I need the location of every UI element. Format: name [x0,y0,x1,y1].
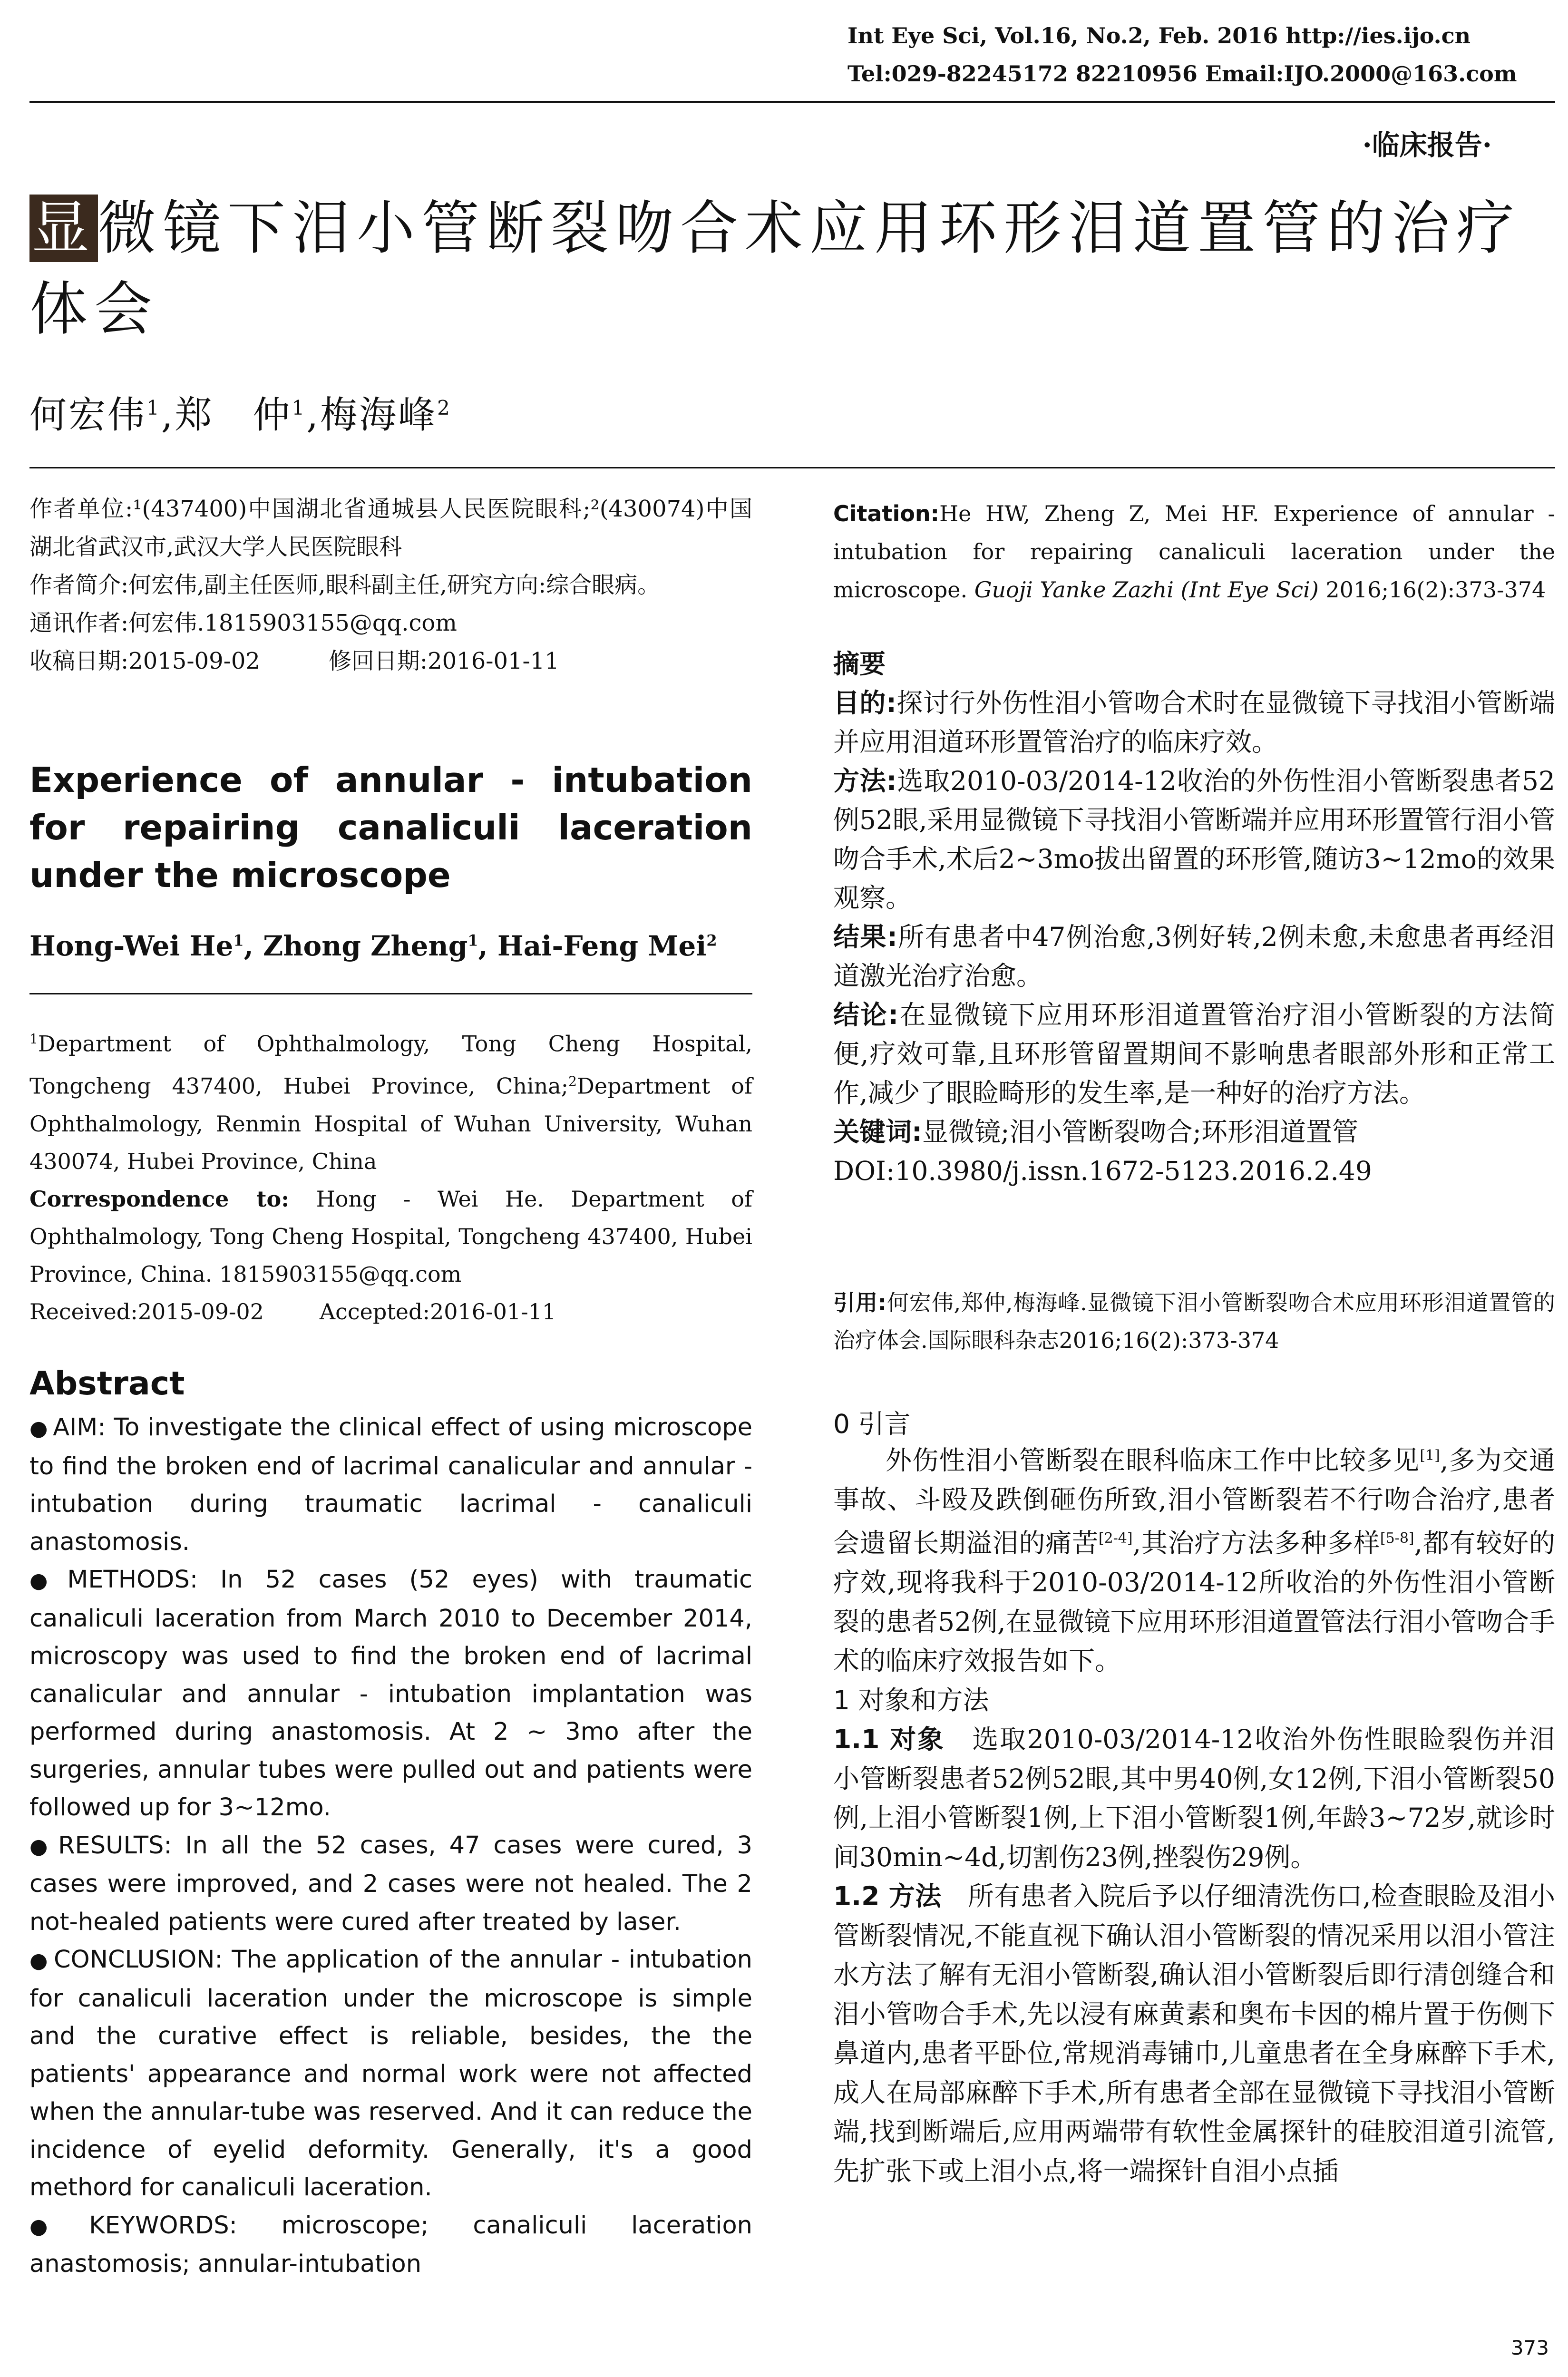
cn-aim-label: 目的: [833,688,896,718]
dates-en: Received:2015-09-02 Accepted:2016-01-11 [29,1298,556,1325]
cn-citation-text: 何宏伟,郑仲,梅海峰.显微镜下泪小管断裂吻合术应用环形泪道置管的治疗体会.国际眼科杂志2016;16(2):373-374 [833,1290,1555,1353]
abstract-keywords [29,2207,752,2283]
intro-text: ,都有较好的疗效,现将我科于2010-03/2014-12所收治的外伤性泪小管断裂的患者52例,在显微镜下应用环形泪道置管法行泪小管吻合手术的临床疗效报告如下。 [833,1528,1556,1676]
body-text [833,1436,1555,2191]
reference-marker: [2-4] [1098,1530,1133,1547]
bullet-icon: ● [29,1834,54,1859]
title-first-char: 显 [29,195,98,262]
journal-contact: Tel:029-82245172 82210956 Email:IJO.2000@163.com [847,61,1517,87]
author-name: , Zhong Zheng [243,930,468,962]
chinese-citation [833,1284,1555,1359]
section-intro-heading: 0 引言 [833,1409,911,1439]
affiliation-units: 作者单位:¹(437400)中国湖北省通城县人民医院眼科;²(430074)中国湖北省武汉市,武汉大学人民医院眼科 [29,496,752,560]
section-methods-heading: 1 对象和方法 [833,1685,989,1715]
header-divider [29,101,1555,103]
citation-label: Citation: [833,501,940,526]
aim-text: AIM: To investigate the clinical effect of using microscope to find the broken end of lacrimal canalicular and annular - intubation during traumatic lacrimal - canaliculi anastomosis. [29,1413,752,1556]
author-name: ,梅海峰 [306,394,438,437]
affil-sup: 2 [568,1073,577,1090]
intro-text: 外伤性泪小管断裂在眼科临床工作中比较多见 [886,1445,1420,1476]
keywords-text: KEYWORDS: microscope; canaliculi laceration anastomosis; annular-intubation [29,2211,752,2278]
subjects-paragraph [833,1720,1555,1877]
abstract-aim [29,1409,752,1561]
bullet-icon: ● [29,1416,49,1441]
cn-methods [833,761,1555,917]
page-title [29,188,1551,350]
cn-keywords-text: 显微镜;泪小管断裂吻合;环形泪道置管 [922,1117,1359,1147]
cn-conclusion [833,995,1555,1112]
correspondence-cn: 通讯作者:何宏伟.1815903155@qq.com [29,610,457,636]
page-number: 373 [1510,2336,1549,2359]
author-bio: 作者简介:何宏伟,副主任医师,眼科副主任,研究方向:综合眼病。 [29,572,661,598]
cn-aim-text: 探讨行外伤性泪小管吻合术时在显微镜下寻找泪小管断端并应用泪道环形置管治疗的临床疗效。 [833,688,1555,757]
citation-tail: 2016;16(2):373-374 [1318,577,1546,603]
cn-methods-text: 选取2010-03/2014-12收治的外伤性泪小管断裂患者52例52眼,采用显微镜下寻找泪小管断端并应用环形置管行泪小管吻合手术,术后2~3mo拔出留置的环形管,随访3~12mo的效果观察。 [833,766,1555,913]
author-affil-sup: 1 [467,931,478,950]
cn-keywords [833,1112,1555,1151]
cn-results [833,917,1555,995]
reference-marker: [1] [1420,1447,1440,1464]
intro-paragraph [833,1436,1555,1681]
cn-conclusion-text: 在显微镜下应用环形泪道置管治疗泪小管断裂的方法简便,疗效可靠,且环形管留置期间不影响患者眼部外形和正常工作,减少了眼睑畸形的发生率,是一种好的治疗方法。 [833,1000,1555,1108]
author-affil-sup: 2 [437,396,452,419]
results-text: RESULTS: In all the 52 cases, 47 cases were cured, 3 cases were improved, and 2 cases were not healed. The 2 not-healed patients were cured after treated by laser. [29,1831,752,1936]
cn-methods-label: 方法: [833,766,897,796]
cn-keywords-label: 关键词: [833,1117,922,1147]
cn-conclusion-label: 结论: [833,1000,899,1030]
affil-sup: 1 [29,1031,38,1047]
correspondence-en [29,1180,752,1293]
subjects-text: 选取2010-03/2014-12收治外伤性眼睑裂伤并泪小管断裂患者52例52眼,其中男40例,女12例,下泪小管断裂50例,上泪小管断裂1例,上下泪小管断裂1例,年龄3~72岁,就诊时间30min~4d,切割伤23例,挫裂伤29例。 [833,1724,1555,1872]
cn-citation-label: 引用: [833,1290,887,1315]
author-divider [29,993,752,994]
cn-results-text: 所有患者中47例治愈,3例好转,2例未愈,未愈患者再经泪道激光治疗治愈。 [833,922,1556,991]
author-affil-sup: 1 [233,931,244,950]
affil-2: Department of Ophthalmology, Renmin Hospital of Wuhan University, Wuhan 430074, Hubei Province, China [29,1073,753,1174]
english-title: Experience of annular - intubation for repairing canaliculi laceration under the microscope [29,760,752,895]
journal-header: Int Eye Sci, Vol.16, No.2, Feb. 2016 http://ies.ijo.cn [847,23,1471,49]
bullet-icon: ● [29,1948,49,1973]
citation-journal: Guoji Yanke Zazhi (Int Eye Sci) [974,577,1319,603]
methods-text: METHODS: In 52 cases (52 eyes) with traumatic canaliculi laceration from March 2010 to December 2014, microscopy was used to find the broken end of lacrimal canalicular and annular - intubation implantation was performed during anastomosis. At 2 ~ 3mo after the surgeries, annular tubes were pulled out and patients were followed up for 3~12mo. [29,1566,752,1822]
author-affil-sup: 2 [706,931,717,950]
dates-cn: 收稿日期:2015-09-02 修回日期:2016-01-11 [29,648,559,674]
methods-text: 所有患者入院后予以仔细清洗伤口,检查眼睑及泪小管断裂情况,不能直视下确认泪小管断裂的情况采用以泪小管注水方法了解有无泪小管断裂,确认泪小管断裂后即行清创缝合和泪小管吻合手术,先以浸有麻黄素和奥布卡因的棉片置于伤侧下鼻道内,患者平卧位,常规消毒铺巾,儿童患者在全身麻醉下手术,成人在局部麻醉下手术,所有患者全部在显微镜下寻找泪小管断端,找到断端后,应用两端带有软性金属探针的硅胶泪道引流管,先扩张下或上泪小点,将一端探针自泪小点插 [833,1881,1555,2186]
chinese-abstract [833,644,1555,1190]
author-info-block [29,490,752,680]
cn-results-label: 结果: [833,922,897,952]
doi: DOI:10.3980/j.issn.1672-5123.2016.2.49 [833,1156,1372,1186]
abstract-methods [29,1561,752,1827]
abstract-results [29,1827,752,1941]
subsection-label: 1.1 对象 [833,1724,945,1755]
correspondence-text: Hong - Wei He. Department of Ophthalmology, Tong Cheng Hospital, Tongcheng 437400, Hubei Province, China. 1815903155@qq.com [29,1186,753,1287]
english-author-list [29,930,752,962]
bullet-icon: ● [29,2214,85,2239]
abstract-body [29,1409,752,2283]
cn-aim [833,683,1555,761]
author-name: 何宏伟 [29,394,147,437]
title-rest: 微镜下泪小管断裂吻合术应用环形泪道置管的治疗体会 [29,195,1521,343]
author-name: ,郑 仲 [161,394,292,437]
affiliation-text [29,1020,752,1180]
conclusion-text: CONCLUSION: The application of the annular - intubation for canaliculi laceration under the microscope is simple and the curative effect is reliable, besides, the the patients' appearance and normal work were not affected when the annular-tube was reserved. And it can reduce the incidence of eyelid deformity. Generally, it's a good methord for canaliculi laceration. [29,1946,752,2202]
citation-english [833,495,1555,609]
intro-text: ,其治疗方法多种多样 [1132,1528,1380,1559]
citation-text: He HW, Zheng Z, Mei HF. Experience of annular - intubation for repairing canaliculi laceration under the microscope. [833,501,1555,603]
author-affil-sup: 1 [292,396,307,419]
author-name: Hong-Wei He [29,930,234,962]
abstract-conclusion [29,1941,752,2207]
chinese-abstract-heading: 摘要 [833,649,886,679]
subsection-label: 1.2 方法 [833,1881,942,1912]
methods-paragraph [833,1877,1555,2191]
affil-1: Department of Ophthalmology, Tong Cheng Hospital, Tongcheng 437400, Hubei Province, China; [29,1031,752,1099]
bullet-icon: ● [29,1568,63,1593]
author-list [29,385,452,438]
abstract-heading: Abstract [29,1365,185,1403]
author-affil-sup: 1 [146,396,161,419]
section-label: ·临床报告· [1362,129,1492,161]
english-affiliations [29,1020,752,1331]
intro-text: ,多为交通事故、斗殴及跌倒砸伤所致,泪小管断裂若不行吻合治疗,患者会遗留长期溢泪的痛苦 [833,1445,1555,1559]
title-divider [29,467,1555,468]
author-name: , Hai-Feng Mei [478,930,707,962]
correspondence-label: Correspondence to: [29,1186,290,1212]
reference-marker: [5-8] [1380,1530,1414,1547]
